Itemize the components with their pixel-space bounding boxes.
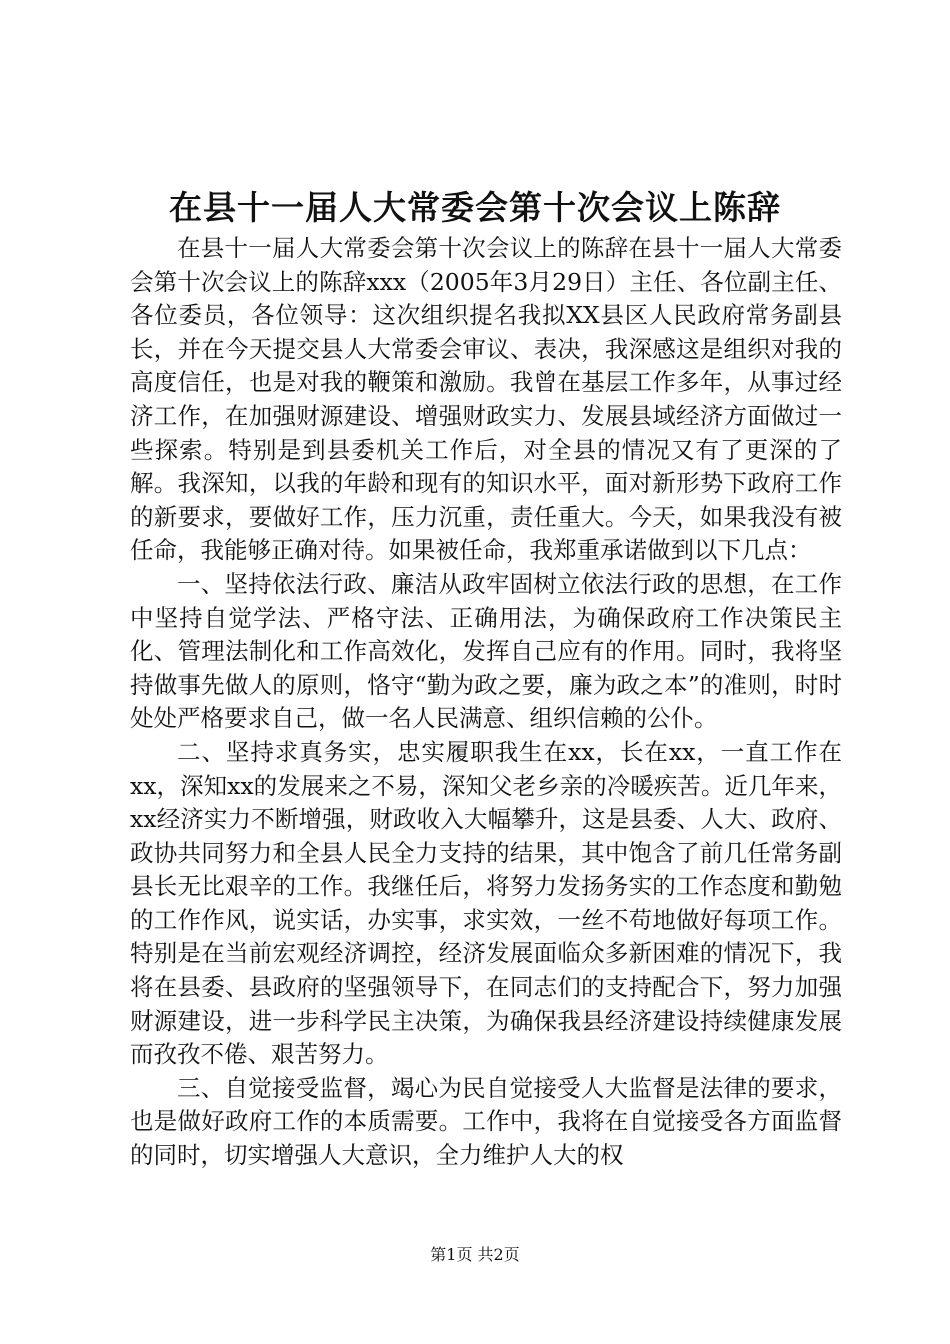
paragraph-intro: 在县十一届人大常委会第十次会议上的陈辞在县十一届人大常委会第十次会议上的陈辞xxx（2005年3月29日）主任、各位副主任、各位委员，各位领导：这次组织提名我拟XX县区人民政府常务副县长，并在今天提交县人大常委会审议、表决，我深感这是组织对我的高度信任，也是对我的鞭策和激励。我曾在基层工作多年，从事过经济工作，在加强财源建设、增强财政实力、发展县域经济方面做过一些探索。特别是到县委机关工作后，对全县的情况又有了更深的了解。我深知，以我的年龄和现有的知识水平，面对新形势下政府工作的新要求，要做好工作，压力沉重，责任重大。今天，如果我没有被任命，我能够正确对待。如果被任命，我郑重承诺做到以下几点： [130,234,842,565]
paragraph-point-2: 二、坚持求真务实，忠实履职我生在xx，长在xx，一直工作在xx，深知xx的发展来之不易，深知父老乡亲的冷暖疾苦。近几年来，xx经济实力不断增强，财政收入大幅攀升，这是县委、人大、政府、政协共同努力和全县人民全力支持的结果，其中饱含了前几任常务副县长无比艰辛的工作。我继任后，将努力发扬务实的工作态度和勤勉的工作作风，说实话，办实事，求实效，一丝不苟地做好每项工作。特别是在当前宏观经济调控，经济发展面临众多新困难的情况下，我将在县委、县政府的坚强领导下，在同志们的支持配合下，努力加强财源建设，进一步科学民主决策，为确保我县经济建设持续健康发展而孜孜不倦、艰苦努力。 [130,737,842,1069]
document-title: 在县十一届人大常委会第十次会议上陈辞 [169,188,781,227]
paragraph-point-3: 三、自觉接受监督，竭心为民自觉接受人大监督是法律的要求，也是做好政府工作的本质需要。工作中，我将在自觉接受各方面监督的同时，切实增强人大意识，全力维护人大的权 [130,1073,842,1170]
paragraph-point-1: 一、坚持依法行政、廉洁从政牢固树立依法行政的思想，在工作中坚持自觉学法、严格守法、正确用法，为确保政府工作决策民主化、管理法制化和工作高效化，发挥自己应有的作用。同时，我将坚持做事先做人的原则，恪守“勤为政之要，廉为政之本”的准则，时时处处严格要求自己，做一名人民满意、组织信赖的公仆。 [130,569,842,733]
page-number-footer: 第1页 共2页 [430,1245,520,1264]
document-body [130,232,842,1173]
